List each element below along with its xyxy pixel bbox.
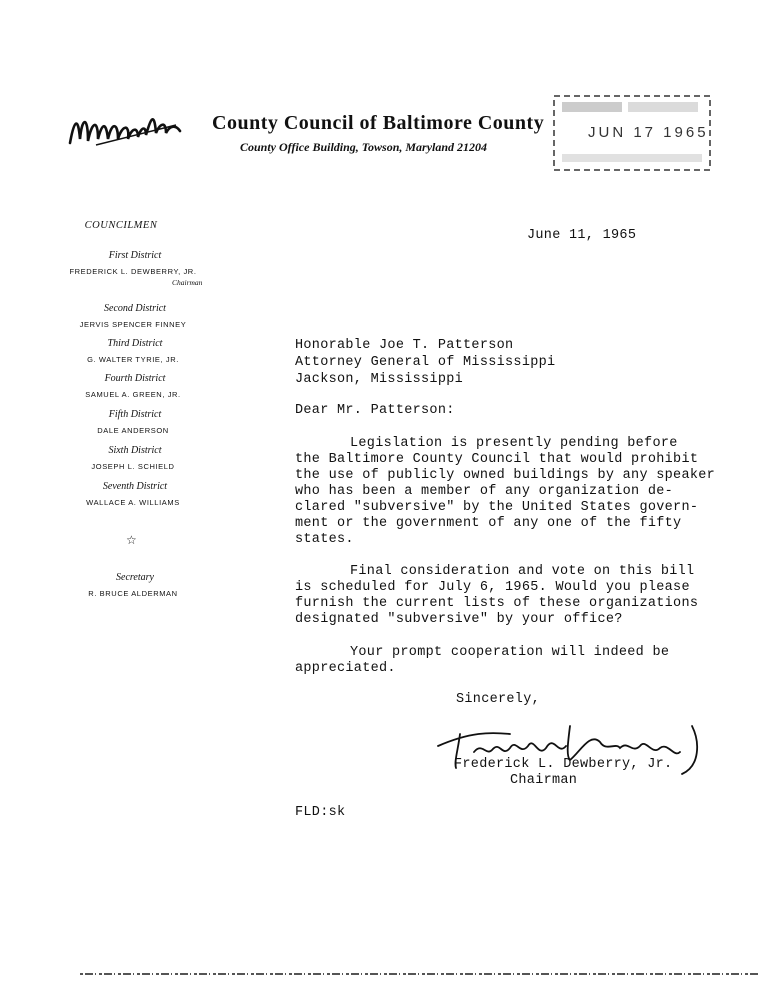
- councilman-name: FREDERICK L. DEWBERRY, JR.: [69, 267, 197, 276]
- district-label: Fifth District: [108, 409, 162, 420]
- letter-date: June 11, 1965: [527, 228, 637, 243]
- district-label: Fourth District: [104, 373, 166, 384]
- district-label: Third District: [107, 338, 163, 349]
- secretary-label: Secretary: [116, 572, 154, 583]
- secretary-name: R. BRUCE ALDERMAN: [88, 589, 178, 598]
- body-line: Legislation is presently pending before: [350, 436, 678, 451]
- recipient-line: Jackson, Mississippi: [295, 372, 464, 387]
- body-line: Your prompt cooperation will indeed be: [350, 645, 670, 660]
- initials: FLD:sk: [295, 805, 346, 820]
- body-line: appreciated.: [295, 661, 396, 676]
- body-line: states.: [295, 532, 354, 547]
- district-label: Sixth District: [108, 445, 162, 456]
- stamp-date: JUN 17 1965: [588, 124, 709, 141]
- signer-name: Frederick L. Dewberry, Jr.: [454, 757, 673, 772]
- body-line: clared "subversive" by the United States govern-: [295, 500, 699, 515]
- handwritten-note-newcomb: [66, 103, 186, 155]
- star-ornament: ☆: [126, 533, 137, 547]
- councilmen-heading: COUNCILMEN: [84, 220, 158, 231]
- closing: Sincerely,: [456, 692, 541, 707]
- salutation: Dear Mr. Patterson:: [295, 403, 455, 418]
- recipient-line: Attorney General of Mississippi: [295, 355, 556, 370]
- councilman-name: SAMUEL A. GREEN, JR.: [85, 390, 181, 399]
- recipient-line: Honorable Joe T. Patterson: [295, 338, 514, 353]
- councilman-name: WALLACE A. WILLIAMS: [86, 498, 180, 507]
- body-line: furnish the current lists of these organizations: [295, 596, 699, 611]
- district-label: First District: [108, 250, 162, 261]
- chairman-role: Chairman: [172, 278, 203, 287]
- body-line: ment or the government of any one of the fifty: [295, 516, 682, 531]
- scan-edge-noise: [80, 968, 760, 980]
- body-line: the use of publicly owned buildings by any speaker: [295, 468, 716, 483]
- councilman-name: JOSEPH L. SCHIELD: [91, 462, 175, 471]
- letterhead-address: County Office Building, Towson, Maryland 21204: [240, 140, 488, 154]
- body-line: is scheduled for July 6, 1965. Would you please: [295, 580, 690, 595]
- councilman-name: G. WALTER TYRIE, JR.: [87, 355, 179, 364]
- signer-title: Chairman: [510, 773, 578, 788]
- district-label: Seventh District: [102, 481, 168, 492]
- letterhead-title: County Council of Baltimore County: [212, 112, 545, 134]
- body-line: the Baltimore County Council that would prohibit: [295, 452, 699, 467]
- body-line: designated "subversive" by your office?: [295, 612, 623, 627]
- councilman-name: DALE ANDERSON: [97, 426, 169, 435]
- body-line: who has been a member of any organization de-: [295, 484, 674, 499]
- body-line: Final consideration and vote on this bill: [350, 564, 695, 579]
- district-label: Second District: [104, 303, 166, 314]
- councilman-name: JERVIS SPENCER FINNEY: [79, 320, 187, 329]
